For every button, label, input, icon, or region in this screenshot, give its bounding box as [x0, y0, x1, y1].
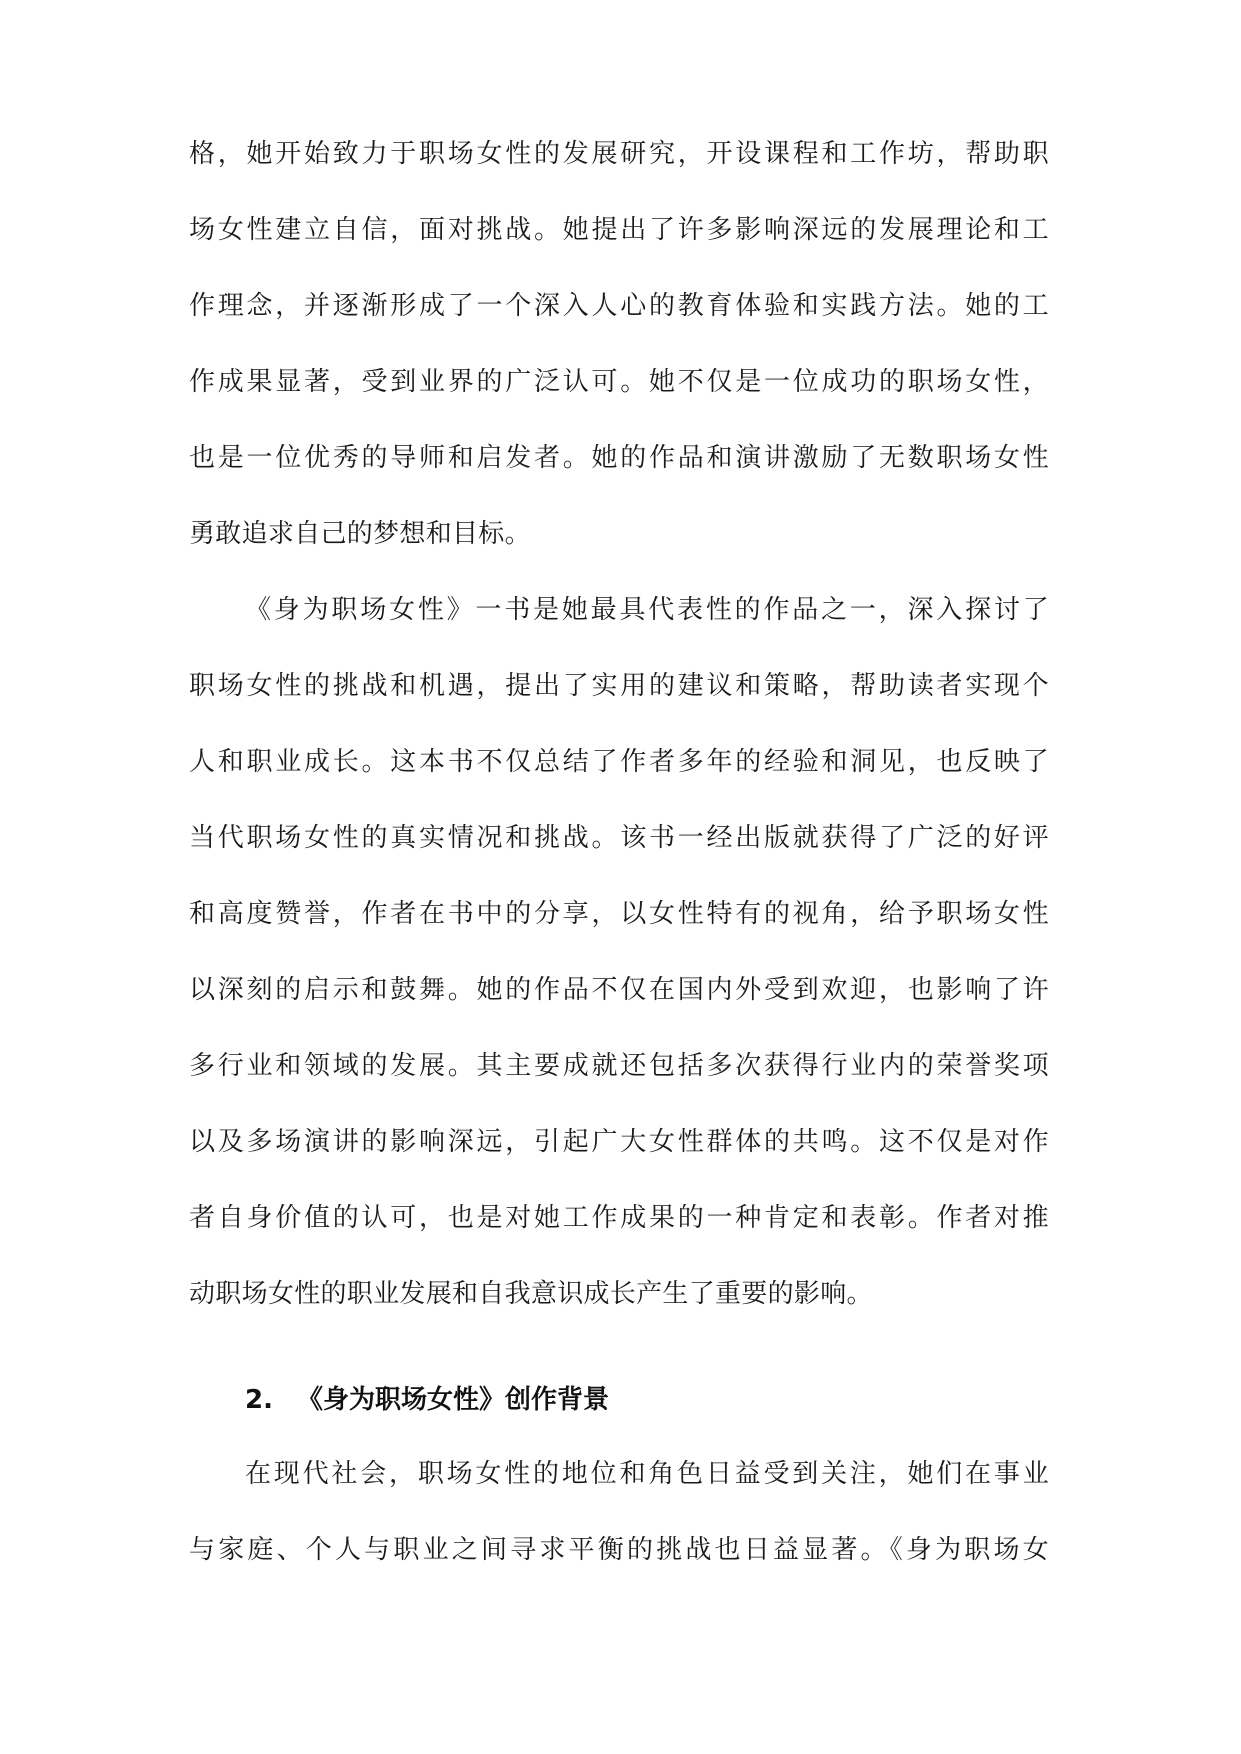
paragraph-1-line-5: 也是一位优秀的导师和启发者。她的作品和演讲激励了无数职场女性 — [189, 443, 1049, 473]
section-heading-title: 《身为职场女性》创作背景 — [297, 1385, 610, 1415]
paragraph-2-line-6: 以深刻的启示和鼓舞。她的作品不仅在国内外受到欢迎，也影响了许 — [189, 975, 1049, 1005]
paragraph-1 — [189, 116, 1049, 572]
paragraph-2-line-5: 和高度赞誉，作者在书中的分享，以女性特有的视角，给予职场女性 — [189, 899, 1049, 929]
paragraph-3 — [189, 1436, 1049, 1588]
paragraph-2-line-7: 多行业和领域的发展。其主要成就还包括多次获得行业内的荣誉奖项 — [189, 1051, 1049, 1081]
paragraph-1-line-6: 勇敢追求自己的梦想和目标。 — [189, 519, 531, 549]
paragraph-2-line-3: 人和职业成长。这本书不仅总结了作者多年的经验和洞见，也反映了 — [189, 747, 1049, 777]
paragraph-1-line-2: 场女性建立自信，面对挑战。她提出了许多影响深远的发展理论和工 — [189, 215, 1049, 245]
paragraph-2-line-9: 者自身价值的认可，也是对她工作成果的一种肯定和表彰。作者对推 — [189, 1203, 1049, 1233]
section-heading-number: 2. — [245, 1385, 273, 1415]
paragraph-2-line-1: 《身为职场女性》一书是她最具代表性的作品之一，深入探讨了 — [245, 595, 1049, 625]
paragraph-3-line-1: 在现代社会，职场女性的地位和角色日益受到关注，她们在事业 — [245, 1459, 1049, 1489]
paragraph-1-line-3: 作理念，并逐渐形成了一个深入人心的教育体验和实践方法。她的工 — [189, 291, 1049, 321]
paragraph-1-line-4: 作成果显著，受到业界的广泛认可。她不仅是一位成功的职场女性， — [189, 367, 1049, 397]
paragraph-2-line-2: 职场女性的挑战和机遇，提出了实用的建议和策略，帮助读者实现个 — [189, 671, 1049, 701]
paragraph-2-line-8: 以及多场演讲的影响深远，引起广大女性群体的共鸣。这不仅是对作 — [189, 1127, 1049, 1157]
paragraph-1-line-1: 格，她开始致力于职场女性的发展研究，开设课程和工作坊，帮助职 — [189, 139, 1049, 169]
section-heading — [245, 1380, 609, 1420]
paragraph-3-line-2: 与家庭、个人与职业之间寻求平衡的挑战也日益显著。《身为职场女 — [189, 1535, 1049, 1565]
paragraph-2 — [189, 572, 1049, 1332]
paragraph-2-line-4: 当代职场女性的真实情况和挑战。该书一经出版就获得了广泛的好评 — [189, 823, 1049, 853]
paragraph-2-line-10: 动职场女性的职业发展和自我意识成长产生了重要的影响。 — [189, 1279, 873, 1309]
